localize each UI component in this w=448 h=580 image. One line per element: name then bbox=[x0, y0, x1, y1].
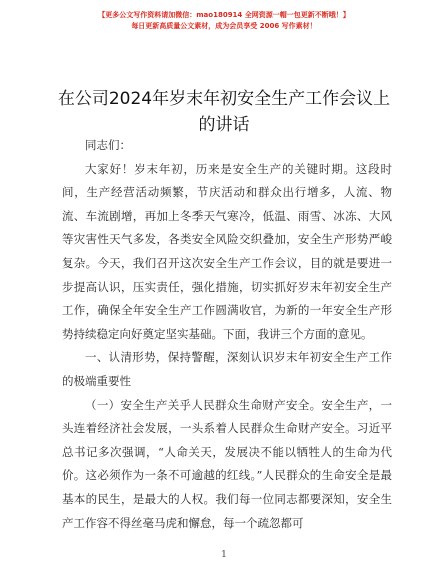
promo-banner-line-2: 每日更新高质量公文素材，成为会员享受 2006 写作素材！ bbox=[131, 22, 317, 30]
promo-banner-line-1: 【更多公文写作资料请加微信：mao180914 全网资源一帽一包更新不断哦！】 bbox=[98, 11, 350, 19]
promo-banner bbox=[0, 10, 448, 32]
section-heading-1: 一、认清形势，保持警醒，深刻认识岁末年初安全生产工作的极端重要性 bbox=[62, 350, 392, 388]
salutation: 同志们： bbox=[85, 138, 131, 152]
paragraph-1-1: （一）安全生产关乎人民群众生命财产安全。安全生产，一头连着经济社会发展，一头系着人民群众生命财产安全。习近平总书记多次强调，“人命关天，发展决不能以牺牲人的生命为代价。这必须作为一条不可逾越的红线。”人民群众的生命安全是最基本的民生，是最大的人权。我们每一位同志都要深知，安全生产工作容不得丝毫马虎和懈怠，每一个疏忽都可 bbox=[62, 397, 392, 530]
paragraph-intro: 大家好！岁末年初，历来是安全生产的关键时期。这段时间，生产经营活动频繁，节庆活动和群众出行增多，人流、物流、车流剧增，再加上冬季天气寒冷，低温、雨雪、冰冻、大风等灾害性天气多发，各类安全风险交织叠加，安全生产形势严峻复杂。今天，我们召开这次安全生产工作会议，目的就是要进一步提高认识，压实责任，强化措施，切实抓好岁末年初安全生产工作，确保全年安全生产工作圆满收官，为新的一年安全生产形势持续稳定向好奠定坚实基础。下面，我讲三个方面的意见。 bbox=[62, 161, 392, 341]
document-title: 在公司2024年岁末年初安全生产工作会议上的讲话 bbox=[57, 89, 391, 135]
document-body bbox=[62, 134, 392, 535]
page-number: 1 bbox=[221, 550, 227, 560]
